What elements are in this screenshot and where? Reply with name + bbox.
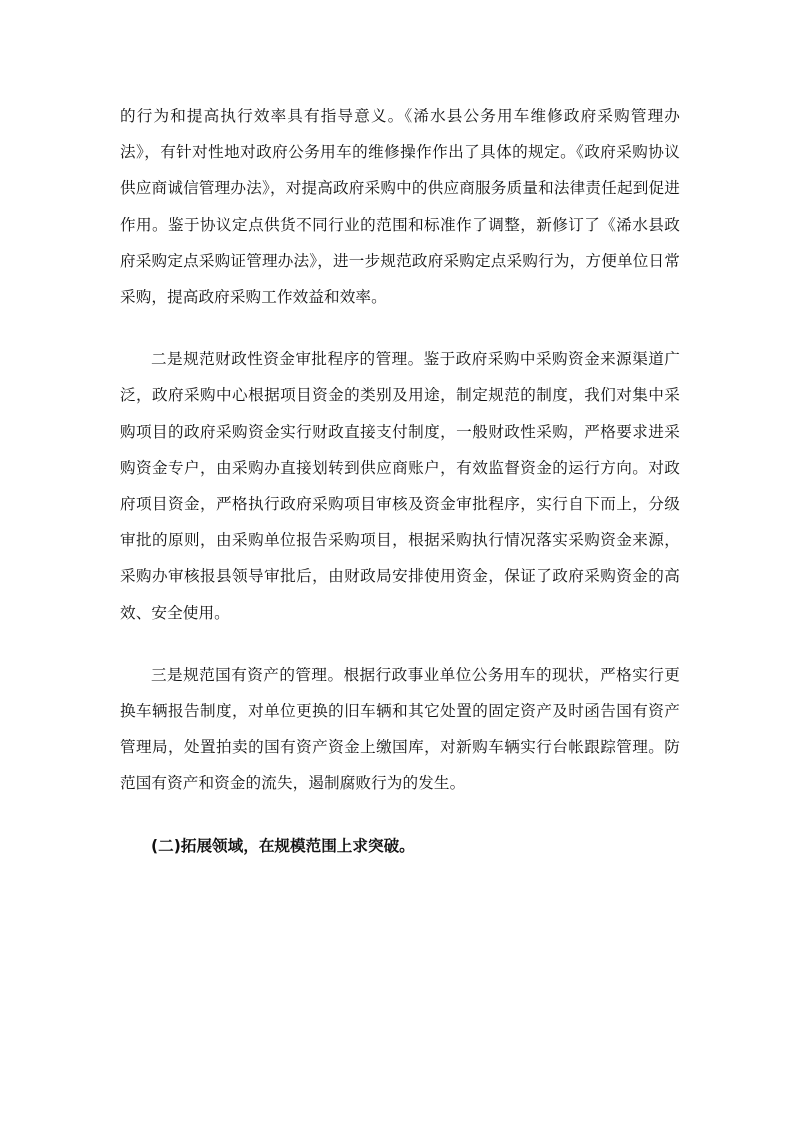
paragraph-state-assets: 三是规范国有资产的管理。根据行政事业单位公务用车的现状，严格实行更换车辆报告制度，对单位更换的旧车辆和其它处置的固定资产及时函告国有资产管理局，处置拍卖的国有资产资金上缴国库，对新购车辆实行台帐跟踪管理。防范国有资产和资金的流失，遏制腐败行为的发生。: [120, 665, 680, 793]
section-heading: (二)拓展领域，在规模范围上求突破。: [151, 836, 415, 855]
paragraph-spacer: [120, 802, 680, 828]
paragraph-spacer: [120, 631, 680, 657]
paragraph-continuation: 的行为和提高执行效率具有指导意义。《浠水县公务用车维修政府采购管理办法》，有针对性地对政府公务用车的维修操作作出了具体的规定。《政府采购协议供应商诚信管理办法》，对提高政府采购中的供应商服务质量和法律责任起到促进作用。鉴于协议定点供货不同行业的范围和标准作了调整，新修订了《浠水县政府采购定点采购证管理办法》，进一步规范政府采购定点采购行为，方便单位日常采购，提高政府采购工作效益和效率。: [120, 107, 680, 307]
paragraph-fund-approval: 二是规范财政性资金审批程序的管理。鉴于政府采购中采购资金来源渠道广泛，政府采购中心根据项目资金的类别及用途，制定规范的制度，我们对集中采购项目的政府采购资金实行财政直接支付制度，一般财政性采购，严格要求进采购资金专户，由采购办直接划转到供应商账户，有效监督资金的运行方向。对政府项目资金，严格执行政府采购项目审核及资金审批程序，实行自下而上，分级审批的原则，由采购单位报告采购项目，根据采购执行情况落实采购资金来源，采购办审核报县领导审批后，由财政局安排使用资金，保证了政府采购资金的高效、安全使用。: [120, 350, 680, 622]
paragraph-spacer: [120, 315, 680, 341]
document-body: [120, 98, 680, 864]
